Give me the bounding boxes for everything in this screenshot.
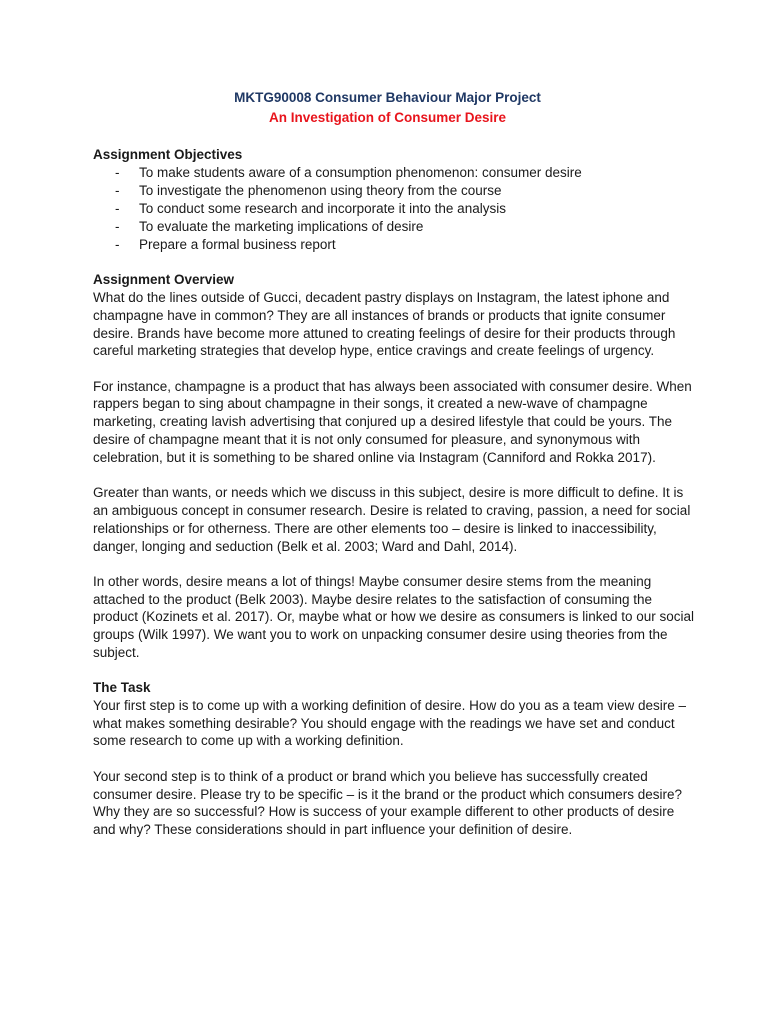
list-dash: - xyxy=(115,201,120,216)
objective-text: To investigate the phenomenon using theory from the course xyxy=(139,183,502,198)
objective-item xyxy=(93,218,696,236)
objective-text: To conduct some research and incorporate it into the analysis xyxy=(139,201,506,216)
course-title: MKTG90008 Consumer Behaviour Major Project xyxy=(234,90,541,105)
overview-section xyxy=(93,271,696,662)
overview-paragraph: In other words, desire means a lot of things! Maybe consumer desire stems from the meaning attached to the product (Belk 2003). Maybe desire relates to the satisfaction of consuming the product (Kozinets et al. 2017). Or, maybe what or how we desire as consumers is linked to our social groups (Wilk 1997). We want you to work on unpacking consumer desire using theories from the subject. xyxy=(93,573,695,661)
objective-item xyxy=(93,236,696,254)
overview-heading: Assignment Overview xyxy=(93,272,235,287)
overview-paragraph: What do the lines outside of Gucci, decadent pastry displays on Instagram, the latest iphone and champagne have in common? They are all instances of brands or products that ignite consumer desire. Brands have become more attuned to creating feelings of desire for their products through careful marketing strategies that develop hype, entice cravings and create feelings of urgency. xyxy=(93,290,676,359)
objective-item xyxy=(93,200,696,218)
list-dash: - xyxy=(115,219,120,234)
objective-text: Prepare a formal business report xyxy=(139,237,336,252)
objectives-section xyxy=(93,146,696,254)
objective-item xyxy=(93,182,696,200)
objective-item xyxy=(93,164,696,182)
list-dash: - xyxy=(115,237,120,252)
objectives-list xyxy=(93,164,696,254)
task-section xyxy=(93,679,696,839)
list-dash: - xyxy=(115,165,120,180)
overview-paragraph: For instance, champagne is a product that has always been associated with consumer desire. When rappers began to sing about champagne in their songs, it created a new-wave of champagne marketing, creating lavish advertising that conjured up a desired lifestyle that could be yours. The desire of champagne meant that it is not only consumed for pleasure, and synonymous with celebration, but it is something to be shared online via Instagram (Canniford and Rokka 2017). xyxy=(93,378,692,465)
overview-paragraph: Greater than wants, or needs which we discuss in this subject, desire is more difficult to define. It is an ambiguous concept in consumer research. Desire is related to craving, passion, a need for social relationships or for otherness. There are other elements too – desire is linked to inaccessibility, danger, longing and seduction (Belk et al. 2003; Ward and Dahl, 2014). xyxy=(93,485,691,554)
task-paragraph: Your second step is to think of a product or brand which you believe has successfully created consumer desire. Please try to be specific – is it the brand or the product which consumers desire? Why they are so successful? How is success of your example different to other products of desire and why? These considerations should in part influence your definition of desire. xyxy=(93,768,683,838)
objective-text: To evaluate the marketing implications of desire xyxy=(139,219,424,234)
task-heading: The Task xyxy=(93,679,151,695)
list-dash: - xyxy=(115,183,120,198)
task-paragraph: Your first step is to come up with a working definition of desire. How do you as a team view desire – what makes something desirable? You should engage with the readings we have set and conduct some research to come up with a working definition. xyxy=(93,697,687,749)
objective-text: To make students aware of a consumption phenomenon: consumer desire xyxy=(139,165,582,180)
objectives-heading: Assignment Objectives xyxy=(93,147,243,162)
project-title: An Investigation of Consumer Desire xyxy=(268,110,507,125)
